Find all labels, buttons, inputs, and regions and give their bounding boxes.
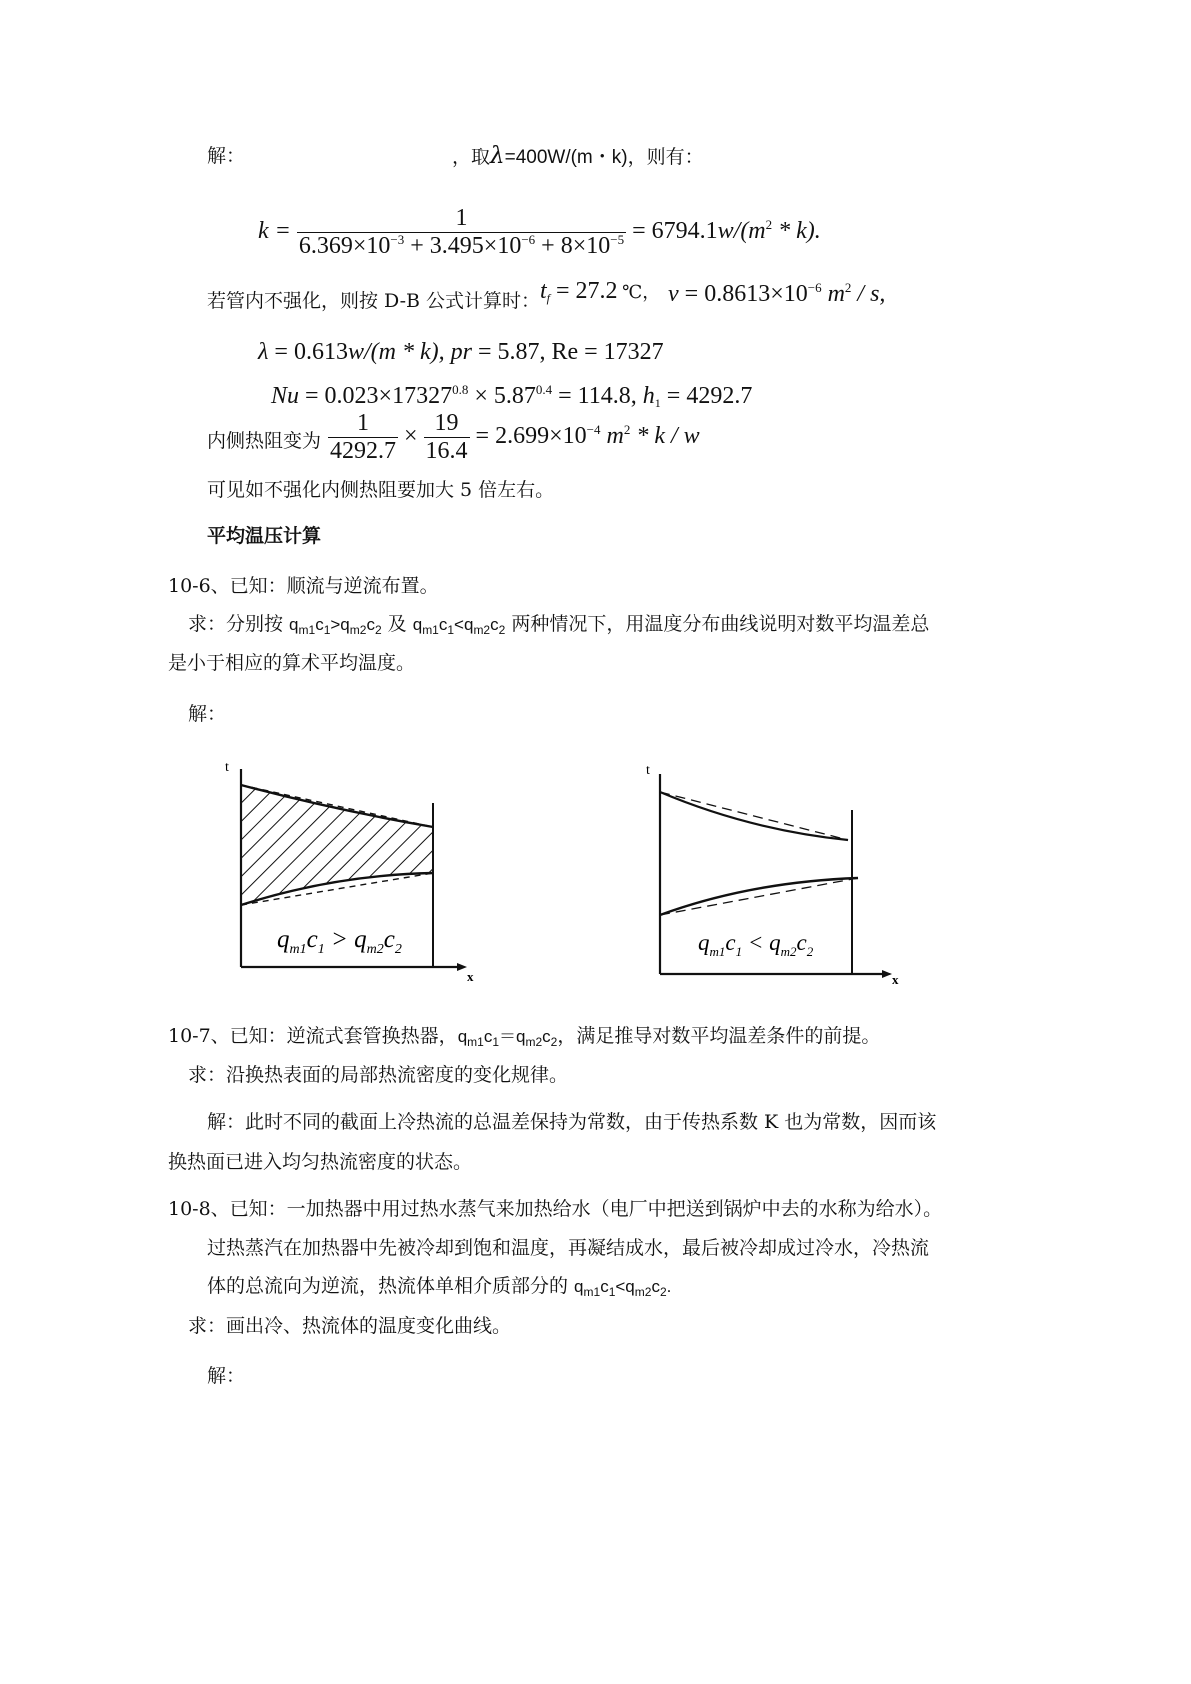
figure-right-temperature-profile	[640, 760, 910, 990]
fraction-2-num: 19	[434, 410, 459, 436]
problem-10-6-given: 10-6、已知：顺流与逆流布置。	[168, 575, 439, 597]
eq-k-denominator: $6.369\times 10^{-3} + 3.495\times 10^{-6} + 8\times 10^{-5}$	[298, 232, 625, 259]
problem-10-8-ask: 求：画出冷、热流体的温度变化曲线。	[188, 1315, 512, 1337]
problem-10-7-ask: 求：沿换热表面的局部热流密度的变化规律。	[188, 1064, 569, 1086]
left-t-label: t	[225, 760, 229, 775]
left-condition-label: $q_{m1}c_1 > q_{m2}c_2$	[277, 926, 402, 957]
problem-10-8-given: 10-8、已知：一加热器中用过热水蒸气来加热给水（电厂中把送到锅炉中去的水称为给水）。	[168, 1198, 943, 1220]
problem-10-8-solution-label: 解：	[207, 1365, 246, 1387]
right-x-label: x	[892, 972, 899, 987]
equation-lambda-pr-re: λ = 0.613w/(m * k), pr = 5.87, Re = 17327	[258, 339, 664, 365]
eq-k-fraction	[297, 205, 626, 260]
lambda-value: =400W/(m・k)，则有：	[504, 147, 704, 168]
fraction-2-den: 16.4	[425, 438, 468, 464]
problem-10-8-given-cont1: 过热蒸汽在加热器中先被冷却到饱和温度，再凝结成水，最后被冷却成过冷水，冷热流	[207, 1237, 930, 1259]
kinematic-viscosity: $\nu = 0.8613\times 10^{-6}$ $m^2$ / s,	[668, 280, 886, 307]
figure-left-temperature-profile	[215, 755, 485, 985]
problem-10-6-ask: 求：分别按 $q_{m1}c_1>q_{m2}c_2$ 及 $q_{m1}c_1<q_{m2}c_2$ 两种情况下，用温度分布曲线说明对数平均温差总	[188, 613, 930, 637]
problem-10-7-solution: 解：此时不同的截面上冷热流的总温差保持为常数，由于传热系数 K 也为常数，因而该	[207, 1111, 937, 1133]
eq-k-rhs: = $6794.1w/(m^2 * k)$.	[632, 217, 821, 245]
conclusion-line: 可见如不强化内侧热阻要加大 5 倍左右。	[207, 479, 555, 501]
fraction-1	[328, 410, 398, 465]
db-formula-line: 若管内不强化，则按 D-B 公式计算时：	[207, 290, 541, 312]
left-x-label: x	[467, 969, 474, 984]
problem-10-7-given: 10-7、已知：逆流式套管换热器，$q_{m1}c_1=q_{m2}c_2$，满足推导对数平均温差条件的前提。	[168, 1025, 881, 1049]
fraction-2	[424, 410, 470, 465]
fluid-temperature: $t_f = 27.2$ ℃，	[540, 278, 661, 305]
problem-10-7-solution-cont: 换热面已进入均匀热流密度的状态。	[168, 1151, 473, 1173]
eq-k-lhs: k =	[258, 218, 291, 245]
inner-resistance-label: 内侧热阻变为	[207, 430, 322, 452]
lambda-symbol: λ	[490, 143, 505, 169]
equation-nusselt: $Nu = 0.023\times 17327^{0.8} \times 5.87^{0.4} = 114.8$, $h_1 = 4292.7$	[271, 382, 753, 410]
fraction-1-den: 4292.7	[330, 438, 396, 464]
problem-10-6-solution-label: 解：	[188, 703, 227, 725]
given-lambda-line	[452, 143, 704, 171]
eq-k-numerator: 1	[455, 205, 468, 231]
section-heading: 平均温压计算	[207, 525, 322, 547]
equation-k	[258, 205, 821, 260]
right-t-label: t	[646, 763, 650, 778]
problem-10-8-given-cont2: 体的总流向为逆流，热流体单相介质部分的 $q_{m1}c_1<q_{m2}c_2$.	[207, 1275, 672, 1299]
comma-take: ，取	[452, 146, 491, 168]
equation-inner-resistance: $\frac{1}{4292.7}$ × $\frac{19}{16.4}$ = $2.699\times 10^{-4}$ $m^2$ * k / w	[330, 410, 700, 464]
solution-label: 解：	[207, 145, 246, 167]
fraction-1-num: 1	[357, 410, 369, 436]
problem-10-6-ask-cont: 是小于相应的算术平均温度。	[168, 652, 416, 674]
right-condition-label: $q_{m1}c_1 < q_{m2}c_2$	[698, 930, 814, 959]
